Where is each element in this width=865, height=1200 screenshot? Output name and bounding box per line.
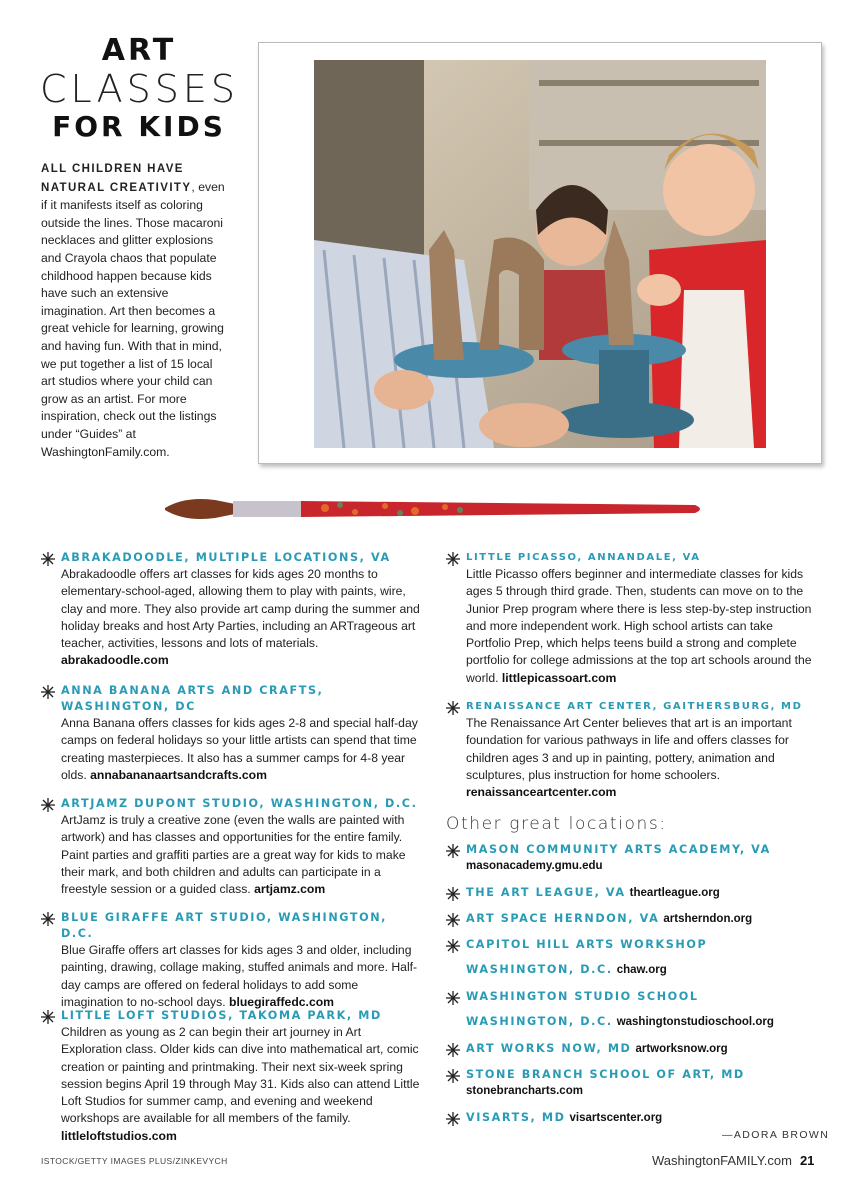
- intro-text: , even if it manifests itself as coloring outside the lines. Those macaroni necklaces and glitter explosions and Crayola chaos that populate childhood happen because kids have such an extensive imagination. Art then becomes a great vehicle for learning, growing and having fun. With that in mind, we put together a list of 15 local art studios where your child can grow as an artist. For more inspiration, check out the listings under “Guides” at WashingtonFamily.com.: [41, 179, 225, 459]
- listing-body: [466, 715, 816, 801]
- other-item-capitol-hill: [446, 937, 707, 979]
- other-item-location: WASHINGTON, D.C.: [466, 1015, 613, 1028]
- asterisk-icon: [41, 798, 55, 812]
- listing-renaissance: [446, 699, 816, 801]
- asterisk-icon: [446, 991, 460, 1005]
- other-item-art-space-herndon: [446, 911, 752, 927]
- listing-blue-giraffe: [41, 910, 421, 1011]
- other-item-url[interactable]: artsherndon.org: [663, 913, 753, 925]
- photo-frame: [258, 42, 822, 464]
- other-item-url[interactable]: visartscenter.org: [569, 1112, 663, 1124]
- asterisk-icon: [41, 552, 55, 566]
- other-item-art-works-now: [446, 1041, 728, 1057]
- photo-credit: ISTOCK/GETTY IMAGES PLUS/ZINKEVYCH: [41, 1156, 228, 1166]
- asterisk-icon: [446, 913, 460, 927]
- other-item-label: ART SPACE HERNDON, VA: [466, 912, 660, 925]
- title-line-classes: CLASSES: [40, 67, 239, 111]
- listing-name: LITTLE PICASSO, ANNANDALE, VA: [466, 552, 701, 563]
- listing-abrakadoodle: [41, 550, 421, 670]
- listing-url[interactable]: renaissanceartcenter.com: [466, 785, 617, 800]
- asterisk-icon: [41, 685, 55, 699]
- listing-text: Anna Banana offers classes for kids ages 2-8 and special half-day camps on federal holidays so your little artists can spend that time creating masterpieces. It also has a summer camps for 4-8 year olds.: [61, 716, 418, 782]
- other-item-washington-studio: [446, 989, 774, 1031]
- listing-url[interactable]: bluegiraffedc.com: [229, 994, 334, 1009]
- asterisk-icon: [41, 1010, 55, 1024]
- listing-artjamz: [41, 796, 421, 898]
- asterisk-icon: [446, 552, 460, 566]
- other-item-art-league: [446, 885, 720, 901]
- other-item-url[interactable]: artworksnow.org: [635, 1043, 728, 1055]
- asterisk-icon: [446, 1069, 460, 1083]
- listing-body: [466, 566, 816, 687]
- other-item-name: CAPITOL HILL ARTS WORKSHOP: [466, 938, 708, 951]
- other-item-name: [466, 1110, 662, 1126]
- other-item-url[interactable]: stonebrancharts.com: [466, 1085, 583, 1097]
- article-title: [40, 34, 238, 144]
- author-byline: —ADORA BROWN: [722, 1129, 830, 1141]
- paintbrush-illustration: [115, 478, 750, 538]
- other-item-name: [466, 885, 720, 901]
- other-item-label: ART WORKS NOW, MD: [466, 1042, 632, 1055]
- other-item-label: THE ART LEAGUE, VA: [466, 886, 626, 899]
- listing-body: [61, 566, 421, 670]
- listing-body: [61, 942, 421, 1011]
- other-item-name: MASON COMMUNITY ARTS ACADEMY, VA: [466, 843, 771, 856]
- listing-anna-banana: [41, 683, 421, 784]
- intro-lead: ALL CHILDREN HAVE NATURAL CREATIVITY: [41, 163, 192, 194]
- intro-paragraph: [41, 160, 226, 461]
- listing-text: Children as young as 2 can begin their art journey in Art Exploration class. Older kids can dive into mathematical art, comic creation or painting and printmaking. Their next six-week spring session begins April 19 through May 31. Kids also can attend Little Loft Studios for summer camp, and evening and weekend workshops are available for all members of the family.: [61, 1025, 420, 1126]
- listing-name: LITTLE LOFT STUDIOS, TAKOMA PARK, MD: [61, 1009, 382, 1022]
- listing-body: [61, 1024, 421, 1145]
- listing-body: [61, 715, 421, 784]
- asterisk-icon: [446, 1112, 460, 1126]
- asterisk-icon: [446, 887, 460, 901]
- title-line-art: ART: [101, 33, 177, 68]
- listing-url[interactable]: artjamz.com: [254, 882, 326, 897]
- listing-name: BLUE GIRAFFE ART STUDIO, WASHINGTON, D.C.: [61, 911, 388, 940]
- other-item-sub: [466, 1014, 774, 1031]
- other-item-stone-branch: [446, 1067, 745, 1100]
- other-item-name: STONE BRANCH SCHOOL OF ART, MD: [466, 1068, 745, 1081]
- listing-name: RENAISSANCE ART CENTER, GAITHERSBURG, MD: [466, 701, 803, 712]
- asterisk-icon: [446, 701, 460, 715]
- listing-little-loft: [41, 1008, 421, 1145]
- listing-text: Little Picasso offers beginner and intermediate classes for kids ages 5 through third grade. Then, students can move on to the Junior Prep program where there is less step-by-step instruction and more independent work. High school artists can take Portfolio Prep, which helps teens build a strong and complete portfolio for college admissions at the top art schools around the world.: [466, 567, 812, 685]
- other-item-url[interactable]: theartleague.org: [629, 887, 720, 899]
- asterisk-icon: [446, 844, 460, 858]
- asterisk-icon: [41, 912, 55, 926]
- listing-text: Blue Giraffe offers art classes for kids ages 3 and older, including painting, drawing, collage making, stuffed animals and more. Half-day camps are offered on federal holidays to add some imagination to no-school days.: [61, 943, 418, 1009]
- other-item-name: [466, 1041, 728, 1057]
- other-item-label: VISARTS, MD: [466, 1111, 566, 1124]
- asterisk-icon: [446, 939, 460, 953]
- other-item-name: WASHINGTON STUDIO SCHOOL: [466, 990, 699, 1003]
- listing-url[interactable]: annabananaartsandcrafts.com: [90, 767, 267, 782]
- other-item-visarts: [446, 1110, 662, 1126]
- listing-little-picasso: [446, 550, 816, 687]
- listing-name: ARTJAMZ DUPONT STUDIO, WASHINGTON, D.C.: [61, 797, 418, 810]
- other-item-url[interactable]: chaw.org: [616, 964, 667, 976]
- other-locations-title: Other great locations:: [446, 814, 667, 834]
- other-item-url[interactable]: washingtonstudioschool.org: [616, 1016, 774, 1028]
- listing-url[interactable]: abrakadoodle.com: [61, 653, 169, 668]
- listing-body: [61, 812, 421, 898]
- listing-text: Abrakadoodle offers art classes for kids ages 20 months to elementary-school-aged, allowing them to play with paints, wire, clay and more. They also provide art camp during the summer and holiday breaks and host Arty Parties, including an ARTrageous art teacher, activities, lessons and lots of materials.: [61, 567, 420, 651]
- listing-name: ABRAKADOODLE, MULTIPLE LOCATIONS, VA: [61, 551, 391, 564]
- asterisk-icon: [446, 1043, 460, 1057]
- other-item-name: [466, 911, 752, 927]
- page-number: 21: [799, 1153, 815, 1168]
- other-item-mason: [446, 842, 771, 875]
- listing-url[interactable]: littleloftstudios.com: [61, 1128, 177, 1143]
- title-line-for-kids: FOR KIDS: [52, 110, 226, 143]
- other-item-sub: [466, 962, 707, 979]
- photo-kids-pottery: [314, 60, 766, 448]
- listing-name: ANNA BANANA ARTS AND CRAFTS, WASHINGTON, DC: [61, 684, 324, 713]
- footer-site[interactable]: WashingtonFAMILY.com: [652, 1153, 792, 1168]
- other-item-url[interactable]: masonacademy.gmu.edu: [466, 860, 603, 872]
- other-item-location: WASHINGTON, D.C.: [466, 963, 613, 976]
- listing-url[interactable]: littlepicassoart.com: [501, 670, 617, 685]
- page-footer: [652, 1153, 814, 1168]
- listing-text: The Renaissance Art Center believes that art is an important foundation for various pathways in life and offers classes for children ages 3 and up in painting, pottery, animation and sculptures, plus instruction for home schoolers.: [466, 716, 792, 782]
- listing-text: ArtJamz is truly a creative zone (even the walls are painted with artwork) and has classes and opportunities for the entire family. Paint parties and graffiti parties are a great way for kids to make their mark, and both children and adults can participate in a freestyle session or a guided class.: [61, 813, 406, 897]
